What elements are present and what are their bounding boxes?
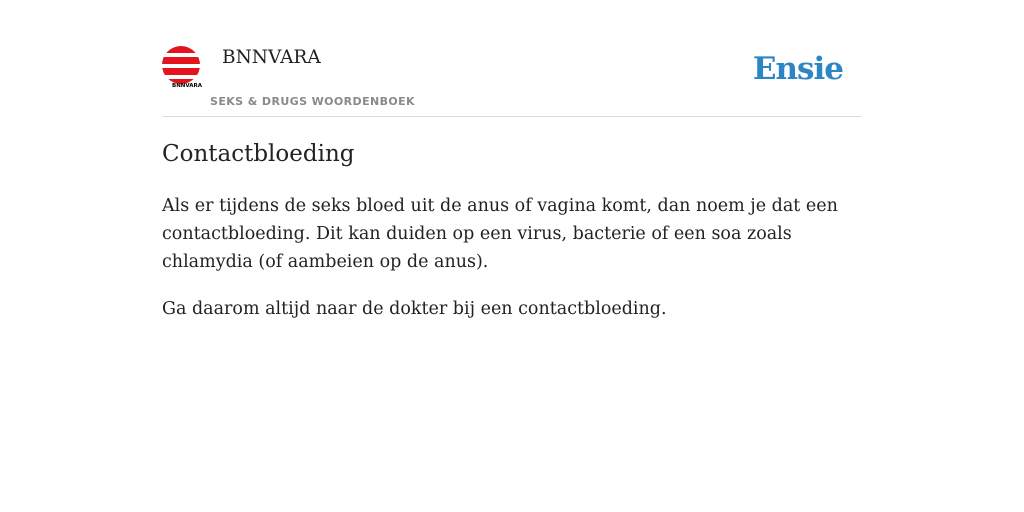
page <box>162 0 862 319</box>
page-title: Contactbloeding <box>162 141 355 167</box>
ensie-logo-link[interactable]: Ensie <box>752 51 843 87</box>
bnnvara-logo-icon <box>162 46 200 84</box>
definition-paragraph: Als er tijdens de seks bloed uit de anus of vagina komt, dan noem je dat een contactbloeding. Dit kan duiden op een virus, bacterie of een soa zoals chlamydia (of aambeien op de anus). <box>162 196 838 272</box>
logo-wordmark: BNNVARA <box>172 83 203 89</box>
bnnvara-logo-link[interactable] <box>162 46 202 91</box>
brand-name[interactable]: BNNVARA <box>222 47 321 68</box>
dictionary-subtitle: SEKS & DRUGS WOORDENBOEK <box>210 95 415 108</box>
advice-paragraph: Ga daarom altijd naar de dokter bij een contactbloeding. <box>162 299 667 319</box>
header <box>162 0 862 117</box>
